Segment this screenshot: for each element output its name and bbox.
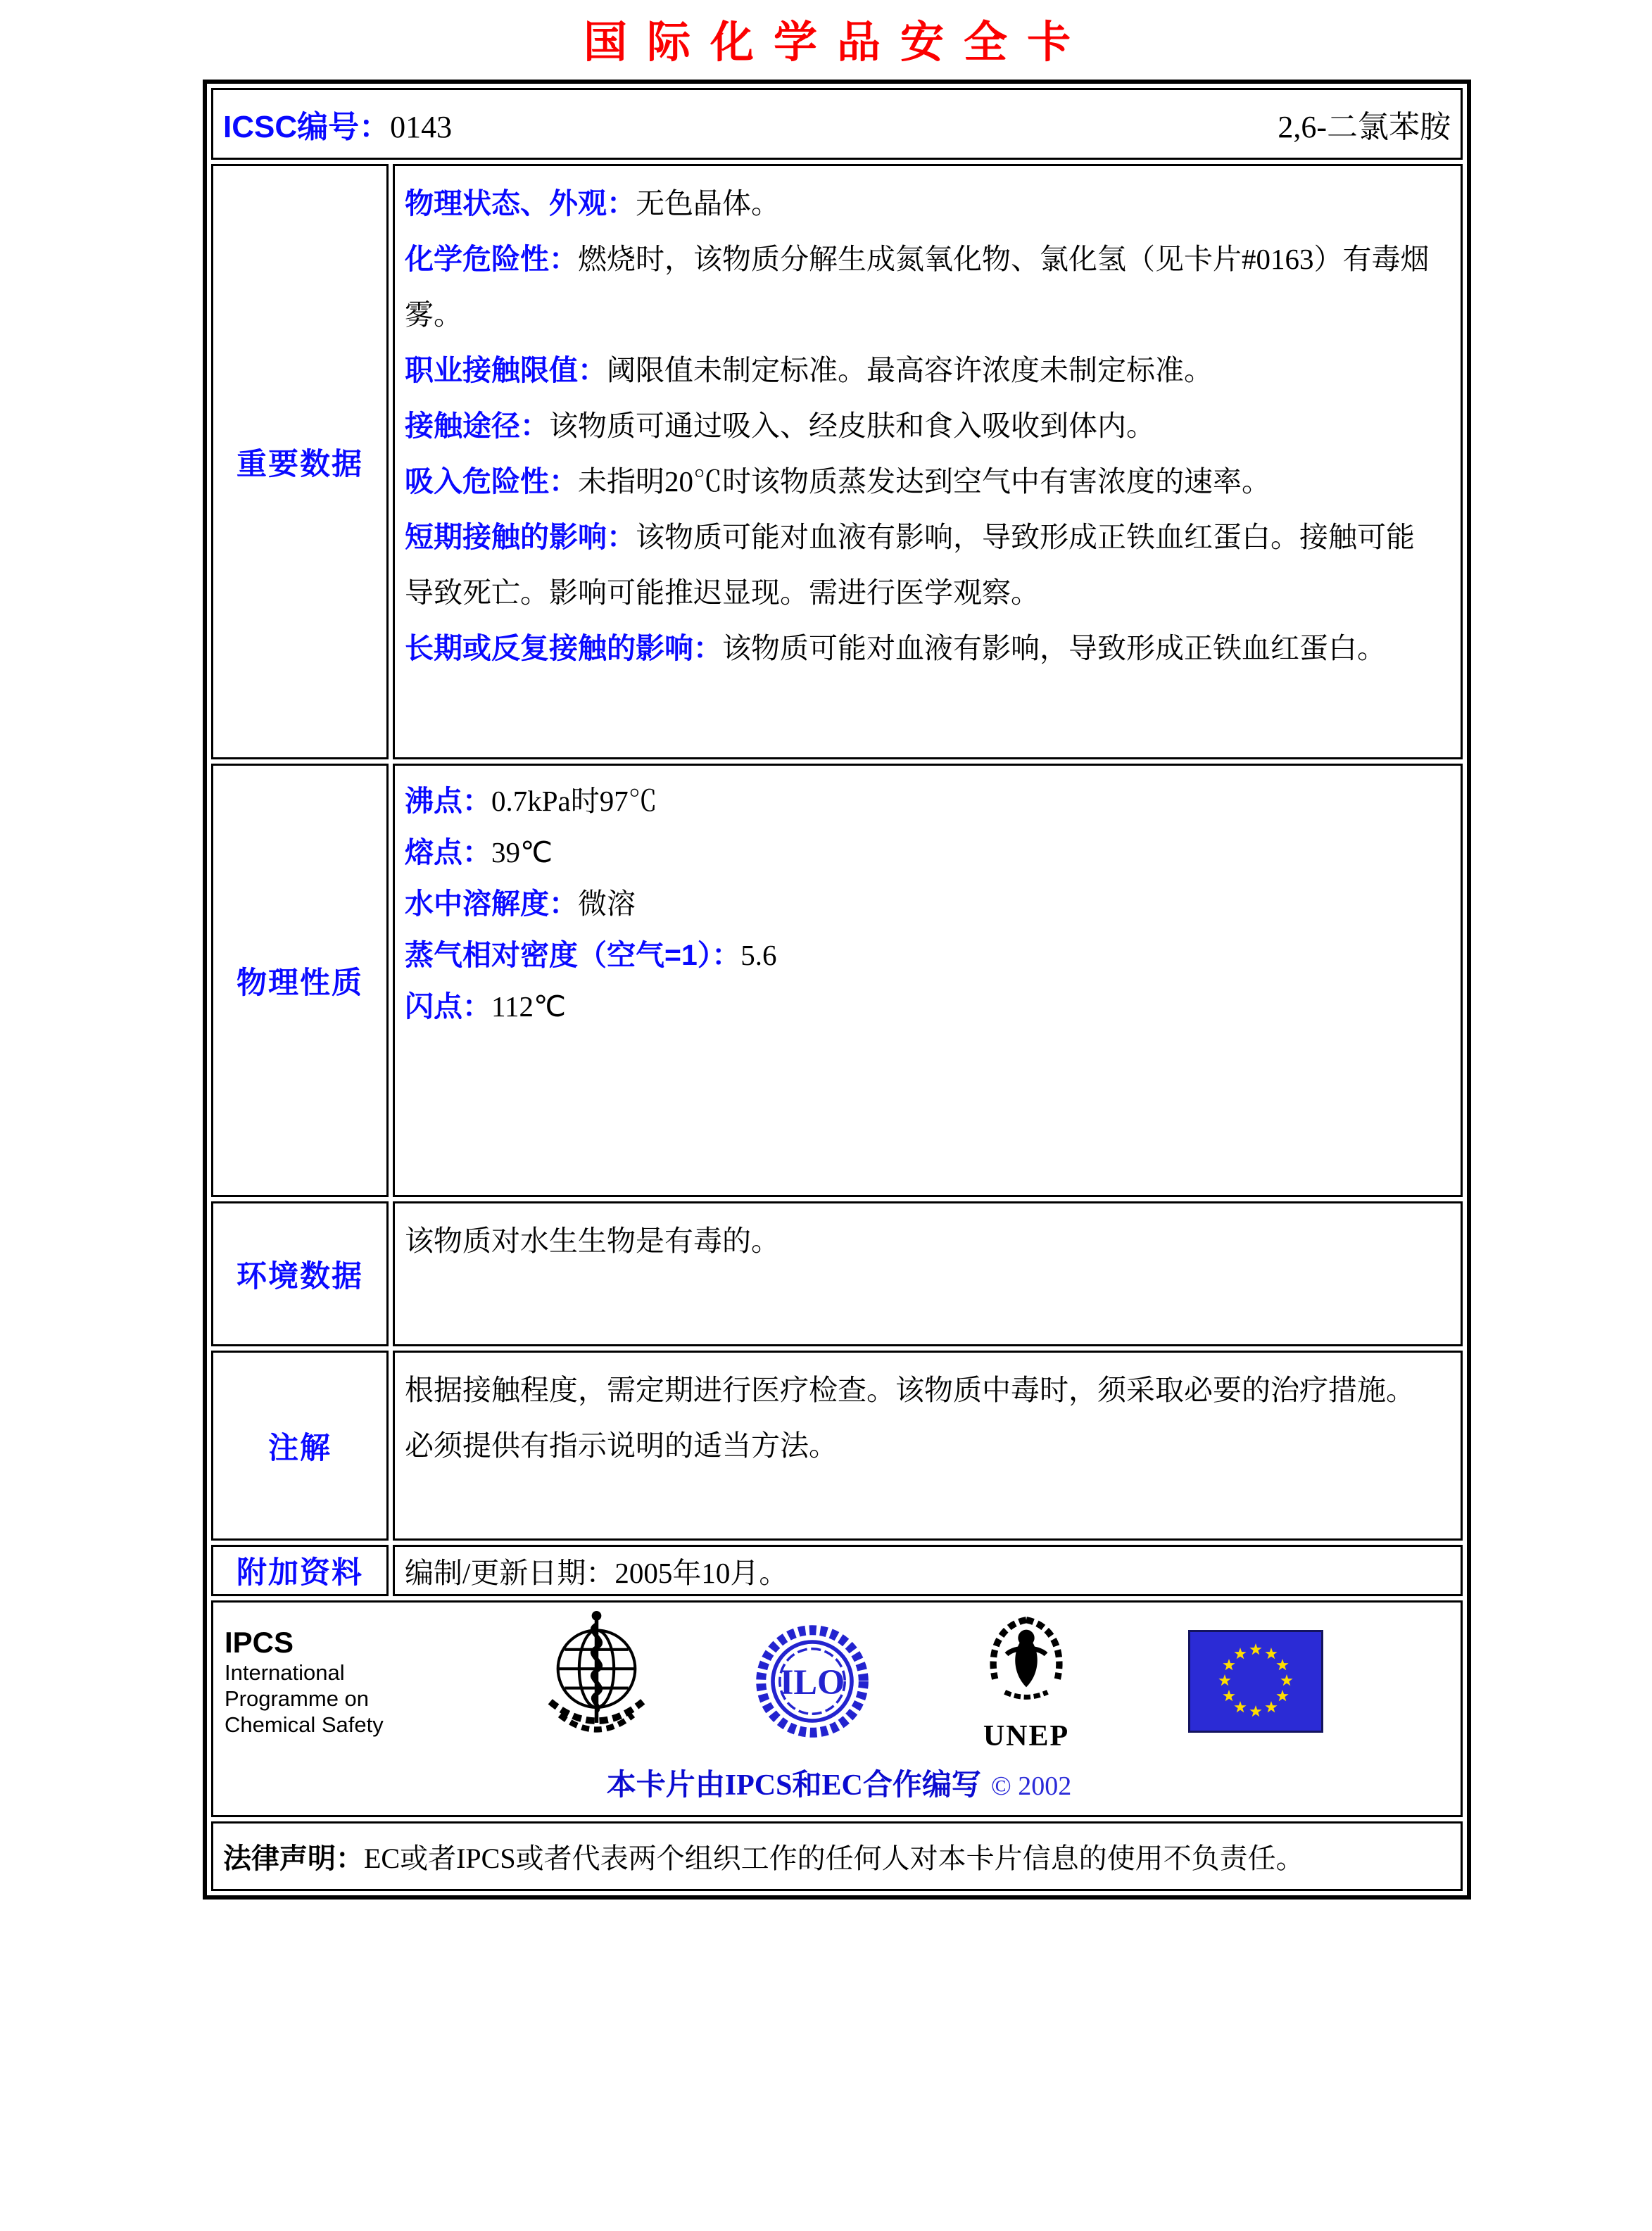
chemical-name: 2,6-二氯苯胺 bbox=[1278, 110, 1451, 144]
header-inner bbox=[223, 94, 1451, 153]
eu-flag-icon bbox=[1188, 1630, 1323, 1733]
field-label: 长期或反复接触的影响： bbox=[405, 632, 722, 664]
field-chemical-danger bbox=[405, 232, 1432, 343]
section-label-important-data: 重要数据 bbox=[211, 164, 389, 759]
icsc-number-label: ICSC编号： bbox=[223, 110, 391, 144]
field-value: 根据接触程度，需定期进行医疗检查。该物质中毒时，须采取必要的治疗措施。必须提供有指示说明的适当方法。 bbox=[405, 1374, 1415, 1462]
page-title: 国际化学品安全卡 bbox=[583, 19, 1090, 67]
unep-wordmark: UNEP bbox=[983, 1719, 1070, 1752]
physical-properties-content bbox=[393, 764, 1463, 1197]
credit-line bbox=[225, 1752, 1454, 1811]
legal-cell bbox=[211, 1821, 1463, 1891]
ipcs-subtitle-line: Programme on bbox=[225, 1686, 370, 1711]
field-physical-state bbox=[405, 176, 1432, 232]
icsc-number-value: 0143 bbox=[390, 110, 453, 144]
field-label: 化学危险性： bbox=[405, 243, 578, 275]
footer-row bbox=[211, 1600, 1463, 1817]
section-label-environmental-data: 环境数据 bbox=[211, 1201, 389, 1346]
field-value: 阈限值未制定标准。最高容许浓度未制定标准。 bbox=[607, 354, 1213, 386]
unep-logo-block bbox=[977, 1613, 1076, 1750]
svg-text:ILO: ILO bbox=[779, 1662, 845, 1702]
field-value: 该物质可能对血液有影响，导致形成正铁血红蛋白。 bbox=[722, 632, 1386, 664]
additional-info-row bbox=[211, 1545, 1463, 1596]
field-label: 闪点： bbox=[405, 990, 491, 1023]
field-label: 物理状态、外观： bbox=[405, 187, 636, 220]
field-occupational-limit bbox=[405, 343, 1432, 398]
header-row bbox=[211, 88, 1463, 160]
field-label: 吸入危险性： bbox=[405, 465, 578, 498]
field-vapor-density bbox=[405, 930, 1432, 981]
who-icon bbox=[538, 1611, 655, 1752]
field-value: 该物质可通过吸入、经皮肤和食入吸收到体内。 bbox=[549, 410, 1155, 442]
credit-text: 本卡片由IPCS和EC合作编写 bbox=[606, 1769, 981, 1802]
ipcs-subtitle-line: Chemical Safety bbox=[225, 1712, 384, 1737]
field-value: 无色晶体。 bbox=[636, 187, 780, 220]
field-value: 5.6 bbox=[740, 939, 777, 971]
field-exposure-routes bbox=[405, 398, 1432, 454]
section-label-additional-info: 附加资料 bbox=[211, 1545, 389, 1596]
field-label: 水中溶解度： bbox=[405, 887, 578, 920]
field-melting-point bbox=[405, 827, 1432, 878]
field-label: 接触途径： bbox=[405, 410, 549, 442]
copyright-text: © 2002 bbox=[990, 1771, 1072, 1801]
ilo-icon bbox=[753, 1622, 871, 1740]
field-label: 熔点： bbox=[405, 836, 491, 868]
section-label-physical-properties: 物理性质 bbox=[211, 764, 389, 1197]
field-notes bbox=[405, 1363, 1432, 1474]
footer-cell bbox=[211, 1600, 1463, 1817]
field-label: 职业接触限值： bbox=[405, 354, 607, 386]
field-value: 112℃ bbox=[491, 990, 567, 1023]
field-value: 该物质对水生生物是有毒的。 bbox=[405, 1225, 780, 1257]
field-boiling-point bbox=[405, 776, 1432, 827]
field-inhalation-risk bbox=[405, 454, 1432, 510]
field-value: 0.7kPa时97℃ bbox=[491, 785, 657, 817]
icsc-table bbox=[203, 80, 1471, 1900]
field-value: 该物质可能对血液有影响，导致形成正铁血红蛋白。接触可能导致死亡。影响可能推迟显现。需进行医学观察。 bbox=[405, 521, 1415, 609]
ipcs-subtitle-line: International bbox=[225, 1660, 345, 1685]
field-water-solubility bbox=[405, 878, 1432, 930]
field-label: 短期接触的影响： bbox=[405, 521, 636, 553]
ipcs-text-block bbox=[225, 1626, 433, 1738]
icsc-number-group bbox=[223, 101, 452, 146]
legal-label: 法律声明： bbox=[223, 1843, 364, 1874]
logo-row bbox=[225, 1611, 1454, 1752]
physical-properties-row bbox=[211, 764, 1463, 1197]
notes-content bbox=[393, 1351, 1463, 1541]
ipcs-title: IPCS bbox=[225, 1625, 294, 1659]
field-long-term-effects bbox=[405, 621, 1432, 676]
environmental-data-content bbox=[393, 1201, 1463, 1346]
important-data-content bbox=[393, 164, 1463, 759]
notes-row bbox=[211, 1351, 1463, 1541]
environmental-data-row bbox=[211, 1201, 1463, 1346]
important-data-row bbox=[211, 164, 1463, 759]
field-environmental bbox=[405, 1213, 1432, 1269]
unep-icon bbox=[977, 1613, 1076, 1719]
field-value: 微溶 bbox=[578, 887, 636, 920]
section-label-notes: 注解 bbox=[211, 1351, 389, 1541]
field-flash-point bbox=[405, 981, 1432, 1032]
field-value: 39℃ bbox=[491, 836, 553, 868]
header-cell bbox=[211, 88, 1463, 160]
legal-text: EC或者IPCS或者代表两个组织工作的任何人对本卡片信息的使用不负责任。 bbox=[364, 1843, 1304, 1874]
field-label: 蒸气相对密度（空气=1）： bbox=[405, 939, 741, 971]
legal-row bbox=[211, 1821, 1463, 1891]
update-date: 编制/更新日期：2005年10月。 bbox=[405, 1557, 788, 1589]
field-label: 沸点： bbox=[405, 785, 491, 817]
field-short-term-effects bbox=[405, 510, 1432, 621]
field-value: 未指明20℃时该物质蒸发达到空气中有害浓度的速率。 bbox=[578, 465, 1270, 498]
field-value: 燃烧时，该物质分解生成氮氧化物、氯化氢（见卡片#0163）有毒烟雾。 bbox=[405, 243, 1430, 331]
additional-info-content bbox=[393, 1545, 1463, 1596]
